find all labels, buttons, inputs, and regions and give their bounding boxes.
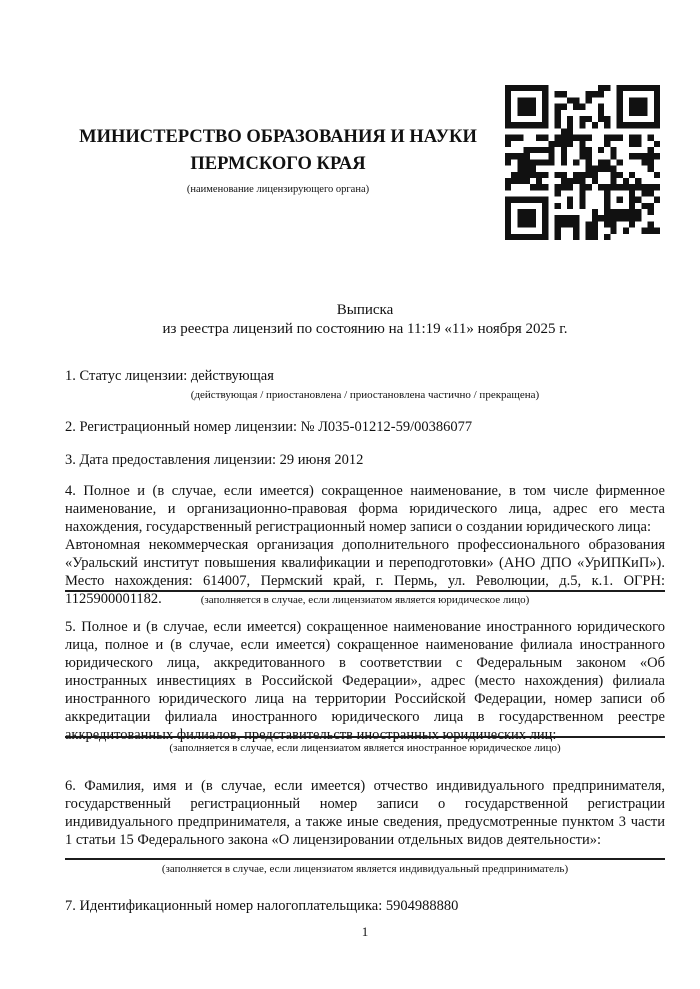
field-license-status: 1. Статус лицензии: действующая [65,368,274,384]
field-grant-date: 3. Дата предоставления лицензии: 29 июня 2012 [65,452,364,468]
ministry-name-line2: ПЕРМСКОГО КРАЯ [190,154,366,174]
divider-foreign-entity [65,736,665,738]
field-individual-entrepreneur-label: 6. Фамилия, имя и (в случае, если имеется) отчество индивидуального предпринимателя, государственный регистрационный номер записи о государственной регистрации индивидуального предпринимателя, а также иные сведения, предусмотренные пунктом 3 части 1 статьи 15 Федерального закона «О лицензировании отдельных видов деятельности»: [65,778,665,848]
field-taxpayer-id: 7. Идентификационный номер налогоплательщика: 5904988880 [65,898,459,914]
field-legal-entity-value: Автономная некоммерческая организация дополнительного профессионального образования «Уральский институт повышения квалификации и переподготовки» (АНО ДПО «УрИПКиП»). Место нахождения: 614007, Пермский край, г. Пермь, ул. Революции, д.5, к.1. ОГРН: 1125900001182. [65,537,665,607]
ministry-name-line1: МИНИСТЕРСТВО ОБРАЗОВАНИЯ И НАУКИ [79,127,477,147]
document-title-line2: из реестра лицензий по состоянию на 11:19 «11» ноября 2025 г. [162,321,568,337]
field-individual-entrepreneur-caption: (заполняется в случае, если лицензиатом является индивидуальный предприниматель) [161,863,569,875]
divider-legal-entity [65,590,665,592]
field-registration-number: 2. Регистрационный номер лицензии: № Л035-01212-59/00386077 [65,419,473,435]
divider-individual-entrepreneur [65,858,665,860]
field-legal-entity-caption: (заполняется в случае, если лицензиатом является юридическое лицо) [200,594,530,606]
document-title-line1: Выписка [336,302,394,318]
ministry-name-caption: (наименование лицензирующего органа) [186,184,370,195]
field-foreign-entity-caption: (заполняется в случае, если лицензиатом является иностранное юридическое лицо) [169,742,561,754]
page-number: 1 [361,924,369,939]
qr-code-icon [505,85,660,240]
field-legal-entity-label: 4. Полное и (в случае, если имеется) сокращенное наименование, в том числе фирменное наименование, и организационно-правовая форма юридического лица, адрес его места нахождения, государственный регистрационный номер записи о создании юридического лица: [65,483,665,535]
ministry-header [65,124,491,196]
field-foreign-entity-label: 5. Полное и (в случае, если имеется) сокращенное наименование иностранного юридического лица, полное и (в случае, если имеется) сокращенное наименование филиала иностранного юридического лица, аккредитованного в соответствии с Федеральным законом «Об иностранных инвестициях в Российской Федерации», адрес (место нахождения) филиала иностранного юридического лица на территории Российской Федерации, номер записи об аккредитации филиала иностранного юридического лица в государственном реестре аккредитованных филиалов, представительств иностранных юридических лиц: [65,619,665,743]
field-license-status-caption: (действующая / приостановлена / приостановлена частично / прекращена) [190,389,540,401]
document-title [65,301,665,339]
